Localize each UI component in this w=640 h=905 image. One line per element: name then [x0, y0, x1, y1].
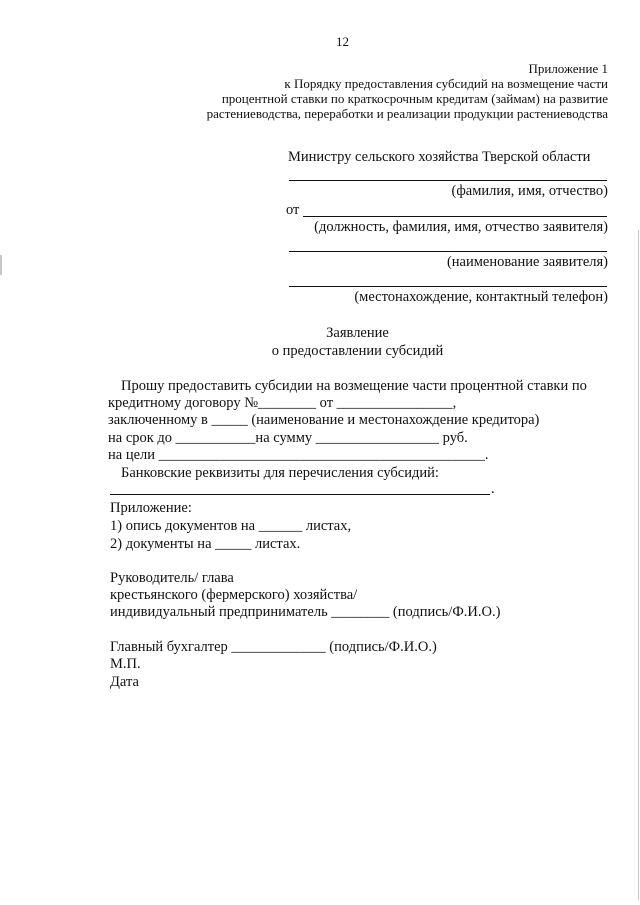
head-signature-line-1: Руководитель/ глава — [110, 570, 234, 586]
scan-edge-left — [0, 255, 2, 275]
location-hint: (местонахождение, контактный телефон) — [354, 289, 608, 305]
head-signature-line-2: крестьянского (фермерского) хозяйства/ — [110, 587, 358, 603]
bank-details-label: Банковские реквизиты для перечисления субсидий: — [121, 465, 439, 481]
accountant-signature: Главный бухгалтер _____________ (подпись/Ф.И.О.) — [110, 639, 437, 655]
attachment-item-1: 1) опись документов на ______ листах, — [110, 518, 352, 534]
addressee-fio-line — [289, 180, 607, 181]
document-title: Заявление — [326, 325, 389, 341]
bank-details-line-end: . — [491, 481, 495, 497]
bank-details-line — [110, 494, 490, 495]
location-line — [289, 286, 607, 287]
date-label: Дата — [110, 674, 139, 690]
page-number: 12 — [336, 34, 349, 49]
addressee-ministry: Министру сельского хозяйства Тверской области — [288, 149, 591, 165]
body-line-3: заключенному в _____ (наименование и местонахождение кредитора) — [108, 412, 540, 428]
appendix-line-2: к Порядку предоставления субсидий на возмещение части — [284, 76, 608, 91]
attachments-label: Приложение: — [110, 500, 192, 516]
appendix-line-1: Приложение 1 — [528, 61, 608, 76]
body-line-2: кредитному договору №________ от ________________, — [108, 395, 457, 411]
body-line-1: Прошу предоставить субсидии на возмещение части процентной ставки по — [121, 378, 587, 394]
applicant-hint: (должность, фамилия, имя, отчество заявителя) — [314, 219, 608, 235]
stamp-place: М.П. — [110, 656, 141, 672]
attachment-item-2: 2) документы на _____ листах. — [110, 536, 301, 552]
body-line-5: на цели _____________________________________________. — [108, 447, 489, 463]
addressee-from-label: от — [286, 202, 300, 218]
head-signature-line-3: индивидуальный предприниматель ________ (подпись/Ф.И.О.) — [110, 604, 501, 620]
addressee-from-line — [303, 216, 607, 217]
body-line-4: на срок до ___________на сумму _________________ руб. — [108, 430, 468, 446]
appendix-line-3: процентной ставки по краткосрочным кредитам (займам) на развитие — [221, 91, 608, 106]
applicant-name-hint: (наименование заявителя) — [446, 254, 608, 270]
appendix-line-4: растениеводства, переработки и реализации продукции растениеводства — [206, 106, 608, 121]
applicant-name-line — [289, 251, 607, 252]
addressee-fio-hint: (фамилия, имя, отчество) — [451, 183, 608, 199]
document-subtitle: о предоставлении субсидий — [271, 343, 444, 359]
